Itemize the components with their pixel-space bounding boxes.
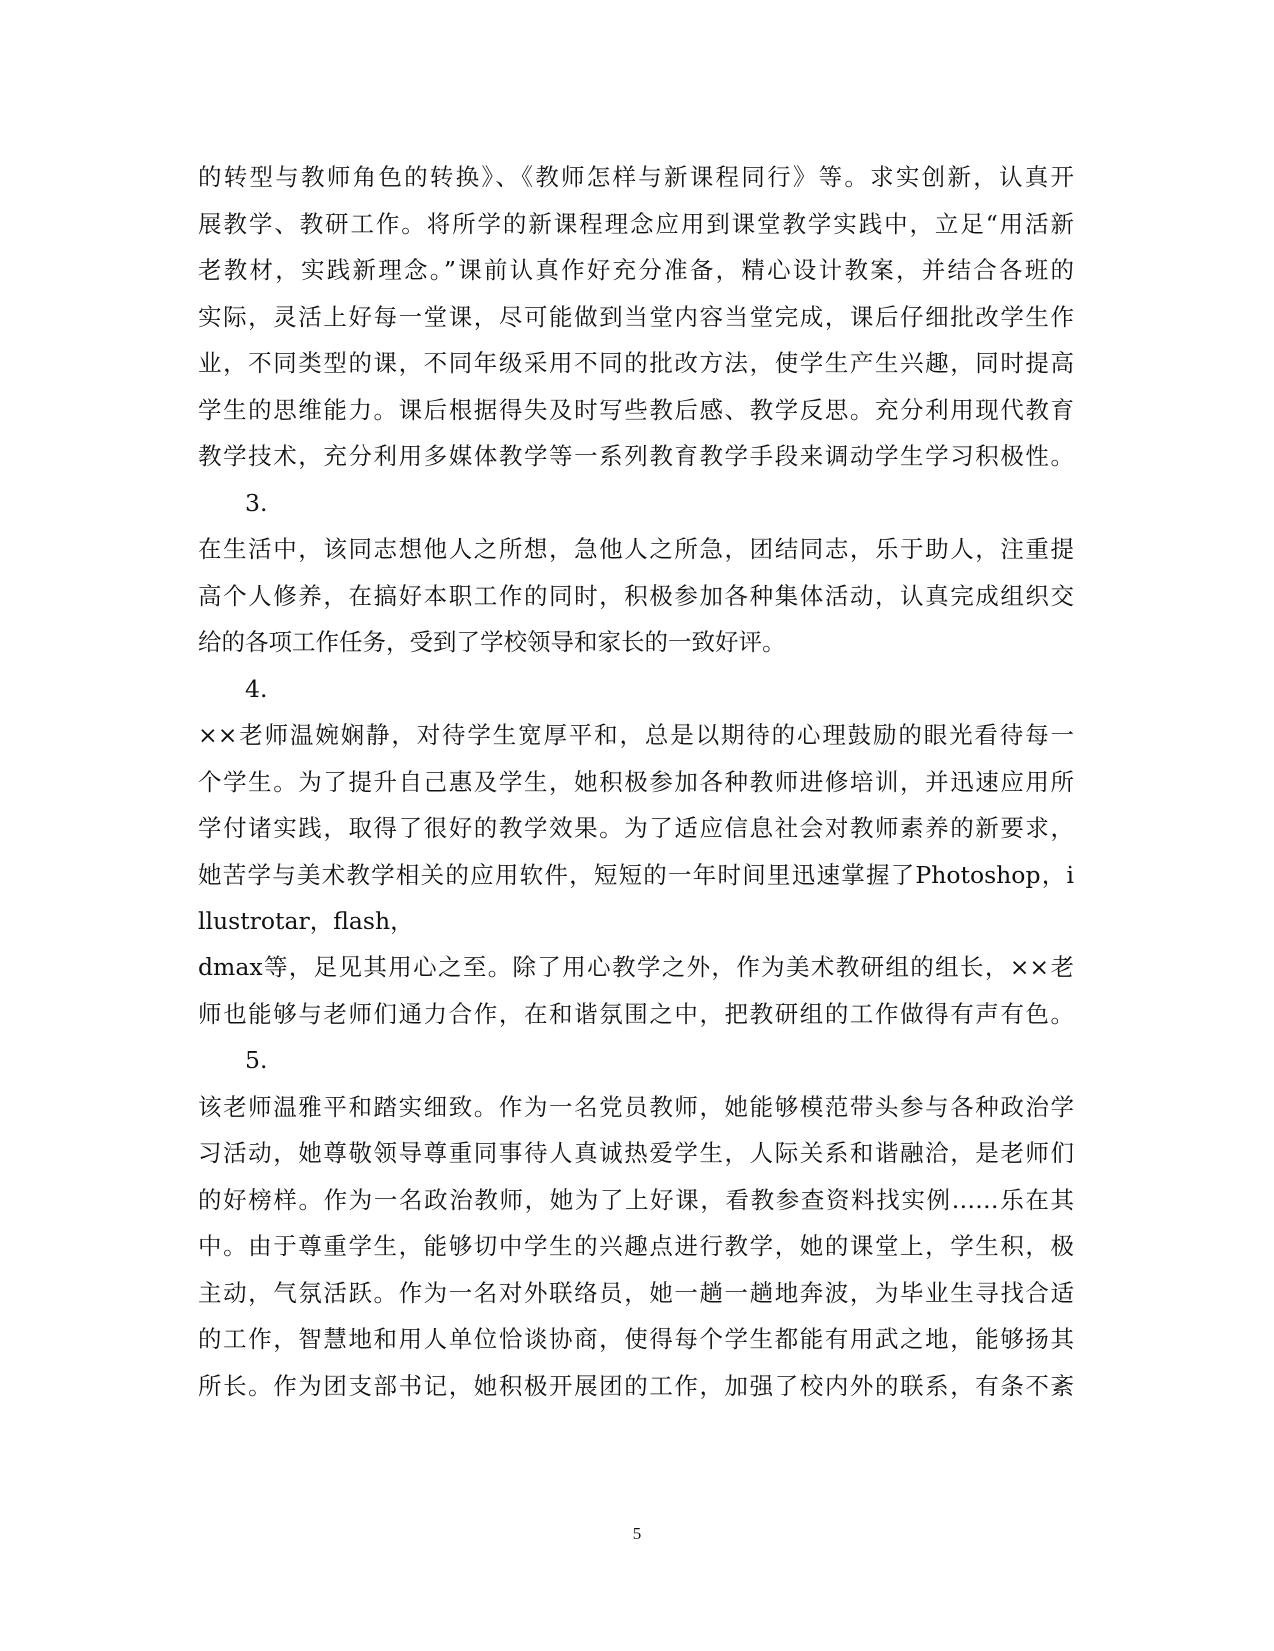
text-line: 个学生。为了提升自己惠及学生，她积极参加各种教师进修培训，并迅速应用所 bbox=[198, 768, 1074, 796]
text-line: 该老师温雅平和踏实细致。作为一名党员教师，她能够模范带头参与各种政治学 bbox=[198, 1093, 1074, 1121]
item-number: 4. bbox=[245, 675, 268, 703]
text-line: 学付诸实践，取得了很好的教学效果。为了适应信息社会对教师素养的新要求， bbox=[198, 814, 1074, 842]
text-line: dmax等，足见其用心之至。除了用心教学之外，作为美术教研组的组长，××老 bbox=[198, 953, 1074, 981]
text-line: ××老师温婉娴静，对待学生宽厚平和，总是以期待的心理鼓励的眼光看待每一 bbox=[198, 721, 1074, 749]
text-line: 的好榜样。作为一名政治教师，她为了上好课，看教参查资料找实例……乐在其 bbox=[198, 1186, 1074, 1214]
text-line: 的工作，智慧地和用人单位恰谈协商，使得每个学生都能有用武之地，能够扬其 bbox=[198, 1325, 1074, 1353]
text-line: 业，不同类型的课，不同年级采用不同的批改方法，使学生产生兴趣，同时提高 bbox=[198, 349, 1074, 377]
text-line: 的转型与教师角色的转换》、《教师怎样与新课程同行》等。求实创新，认真开 bbox=[198, 163, 1074, 191]
page-number: 5 bbox=[632, 1524, 642, 1543]
text-line: 所长。作为团支部书记，她积极开展团的工作，加强了校内外的联系，有条不紊 bbox=[198, 1372, 1074, 1400]
text-line: 展教学、教研工作。将所学的新课程理念应用到课堂教学实践中，立足“用活新 bbox=[198, 210, 1074, 238]
text-line: 她苦学与美术教学相关的应用软件，短短的一年时间里迅速掌握了Photoshop，i bbox=[198, 861, 1074, 889]
text-line: 在生活中，该同志想他人之所想，急他人之所急，团结同志，乐于助人，注重提 bbox=[198, 535, 1074, 563]
text-line: 高个人修养，在搞好本职工作的同时，积极参加各种集体活动，认真完成组织交 bbox=[198, 582, 1074, 610]
text-line: 教学技术，充分利用多媒体教学等一系列教育教学手段来调动学生学习积极性。 bbox=[198, 442, 1074, 470]
text-line: llustrotar，flash， bbox=[198, 907, 414, 935]
text-line: 中。由于尊重学生，能够切中学生的兴趣点进行教学，她的课堂上，学生积，极 bbox=[198, 1232, 1074, 1260]
text-line: 老教材，实践新理念。”课前认真作好充分准备，精心设计教案，并结合各班的 bbox=[198, 256, 1074, 284]
text-line: 学生的思维能力。课后根据得失及时写些教后感、教学反思。充分利用现代教育 bbox=[198, 396, 1074, 424]
text-line: 给的各项工作任务，受到了学校领导和家长的一致好评。 bbox=[198, 628, 786, 656]
item-number: 3. bbox=[245, 489, 268, 517]
item-number: 5. bbox=[245, 1046, 268, 1074]
text-line: 主动，气氛活跃。作为一名对外联络员，她一趟一趟地奔波，为毕业生寻找合适 bbox=[198, 1279, 1074, 1307]
text-line: 师也能够与老师们通力合作，在和谐氛围之中，把教研组的工作做得有声有色。 bbox=[198, 1000, 1074, 1028]
text-line: 实际，灵活上好每一堂课，尽可能做到当堂内容当堂完成，课后仔细批改学生作 bbox=[198, 303, 1074, 331]
text-line: 习活动，她尊敬领导尊重同事待人真诚热爱学生，人际关系和谐融洽，是老师们 bbox=[198, 1139, 1074, 1167]
